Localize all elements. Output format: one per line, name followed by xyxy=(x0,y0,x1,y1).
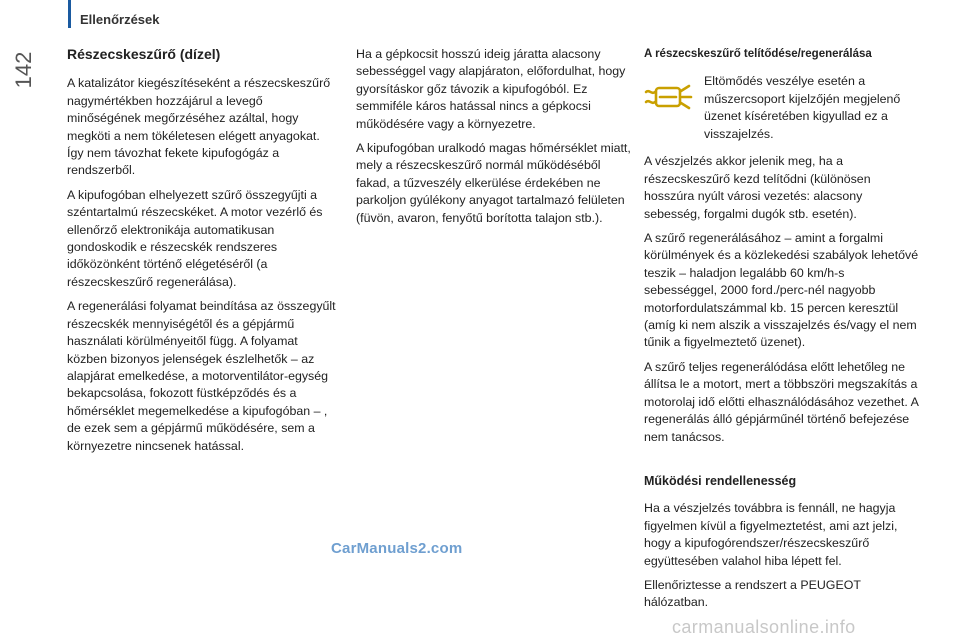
paragraph: A kipufogóban elhelyezett szűrő összegyűjti a széntartalmú részecskéket. A motor vezérlő és ellenőrző elektronikája automatikusan gondoskodik e részecskék rendszeres időközönként történő elégetéséről (a részecskeszűrő regenerálása). xyxy=(67,187,323,289)
paragraph: A regenerálási folyamat beindítása az összegyűlt részecskék mennyiségétől és a gépjármű használati körülményeitől függ. A folyamat közben bizonyos jelenségek észlelhetők – az alapjárat emelkedése, a motorventilátor-egység bekapcsolása, fokozott füstképződés és a hőmérséklet megemelkedése a kipufogóban – , de ezek sem a gépjármű működésére, sem a környezetre nincsenek hatással. xyxy=(67,299,336,453)
malfunction-title: Működési rendellenesség xyxy=(644,473,797,488)
warning-text: Eltömődés veszélye esetén a műszercsoport kijelzőjén megjelenő üzenet kíséretében kigyullad ez a visszajelzés. xyxy=(704,74,901,141)
particle-filter-warning-icon xyxy=(644,83,694,111)
column-right xyxy=(644,46,919,619)
page-number xyxy=(6,40,42,100)
column-middle xyxy=(356,46,631,234)
subsection-heading: A részecskeszűrő telítődése/regenerálása xyxy=(644,48,872,60)
spacer xyxy=(644,453,919,473)
paragraph: A szűrő regenerálásához – amint a forgalmi körülmények és a közlekedési szabályok lehetővé teszik – haladjon legalább 60 km/h-s sebességgel, 2000 ford./perc-nél nagyobb motorfordulatszámmal kb. 15 percen keresztül (amíg ki nem alszik a visszajelzés és/vagy el nem tűnik a figyelmeztető üzenet). xyxy=(644,231,919,350)
page-number-text: 142 xyxy=(11,51,36,89)
paragraph: A kipufogóban uralkodó magas hőmérséklet miatt, mely a részecskeszűrő normál működéséből fakad, a tűzveszély elkerülése érdekében ne parkoljon gyúlékony anyagot tartalmazó felületen (füvön, avaron, fenyőtű borította talajon stb.). xyxy=(356,141,631,225)
watermark-link-left[interactable]: CarManuals2.com xyxy=(331,540,463,557)
column-left xyxy=(67,46,337,462)
paragraph: Ha a vészjelzés továbbra is fennáll, ne hagyja figyelmen kívül a figyelmeztetést, ami azt jelzi, hogy a kipufogórendszer/részecskeszűrő együttesében valahol hiba lépett fel. xyxy=(644,501,898,568)
watermark-link-right[interactable]: carmanualsonline.info xyxy=(672,617,856,637)
header-accent-bar xyxy=(68,0,71,28)
paragraph: A katalizátor kiegészítéseként a részecskeszűrő nagymértékben hozzájárul a levegő minőségének megőrzéséhez azáltal, hogy megköti a nem tökéletesen elégett anyagokat. Így nem távozhat fekete kipufogógáz a rendszerből. xyxy=(67,76,331,178)
section-title: Ellenőrzések xyxy=(80,12,160,27)
warning-block xyxy=(644,73,919,143)
paragraph: Ellenőriztesse a rendszert a PEUGEOT hálózatban. xyxy=(644,577,861,610)
paragraph: A vészjelzés akkor jelenik meg, ha a részecskeszűrő kezd telítődni (különösen hosszúra nyúlt városi vezetés: alacsony sebesség, forgalmi dugók stb. esetén). xyxy=(644,154,871,221)
article-title: Részecskeszűrő (dízel) xyxy=(67,46,221,62)
paragraph: A szűrő teljes regenerálódása előtt lehetőleg ne állítsa le a motort, mert a többszöri megszakítás a motorolaj idő előtti elhasználódásához vezethet. A regenerálás álló gépjárműnél történő befejezése nem tanácsos. xyxy=(644,359,919,444)
paragraph: Ha a gépkocsit hosszú ideig járatta alacsony sebességgel vagy alapjáraton, előfordulhat, hogy gyorsításkor gőz távozik a kipufogóból. Ez semmiféle káros hatással nincs a gépkocsi működésére vagy a környezetre. xyxy=(356,47,626,131)
